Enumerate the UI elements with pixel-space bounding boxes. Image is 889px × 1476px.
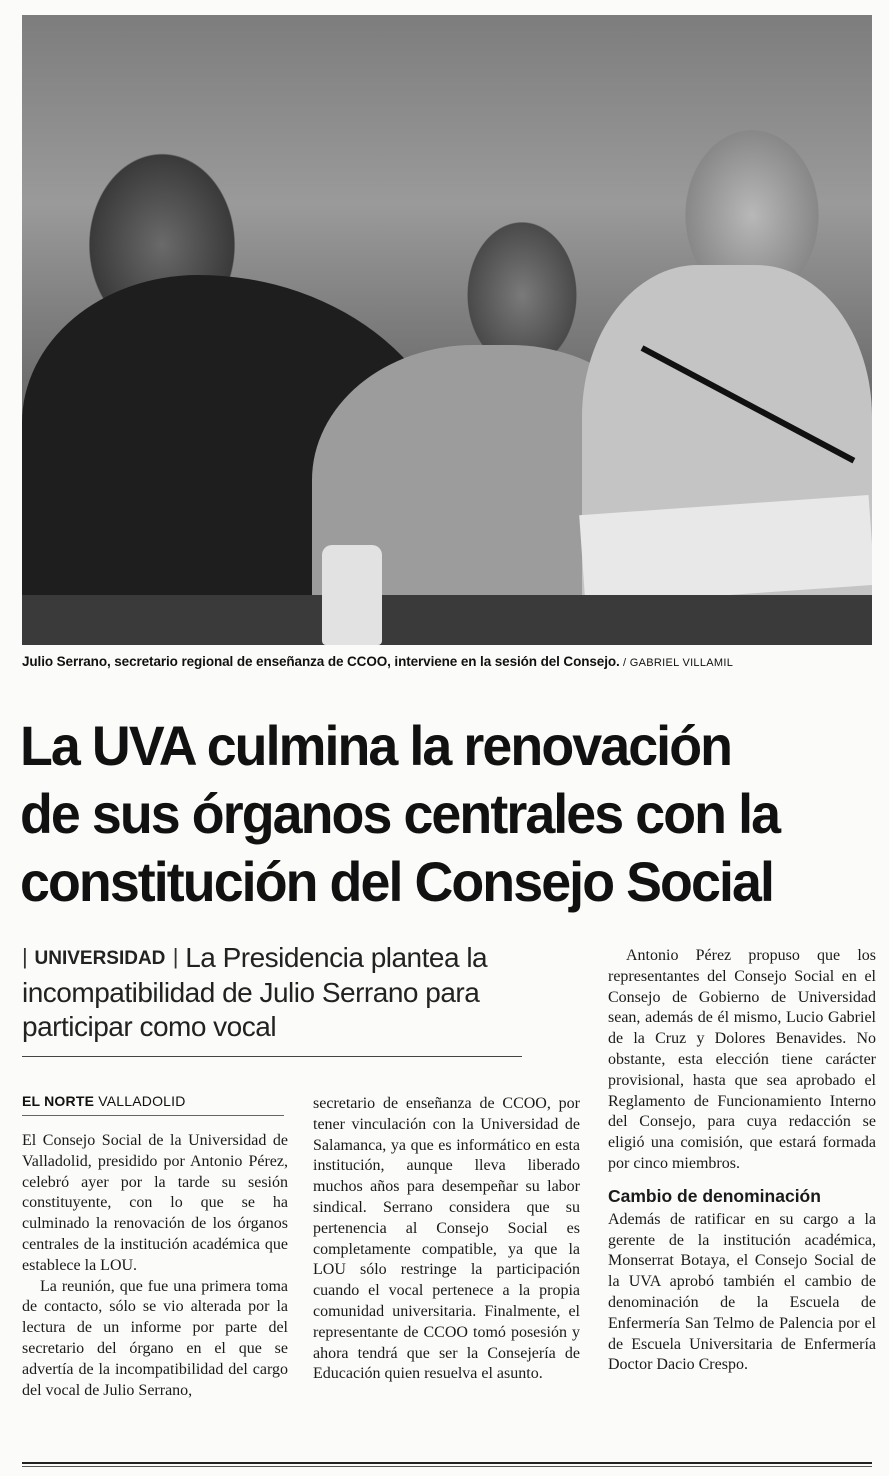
byline-place: VALLADOLID (98, 1093, 186, 1109)
byline-source: EL NORTE (22, 1093, 95, 1109)
section-label: UNIVERSIDAD (34, 948, 166, 969)
divider (22, 1056, 522, 1057)
kicker (22, 940, 532, 1044)
divider (22, 1466, 872, 1467)
paragraph: Antonio Pérez propuso que los representantes del Consejo Social en el Consejo de Gobierno de Universidad sean, además de él mismo, Lucio Gabriel de la Cruz y Dolores Benavides. No obstante, esta elección tiene carácter provisional, hasta que sea aprobado el Reglamento de Funcionamiento Interno del Consejo, para cuya redacción se eligió una comisión, que estará formada por cinco miembros. (608, 947, 876, 1172)
paragraph: La reunión, que fue una primera toma de contacto, sólo se vio alterada por la lectura de un informe por parte del secretario del órgano en el que se advertía de la incompatibilidad del cargo del vocal de Julio Serrano, (22, 1277, 288, 1399)
divider (22, 1462, 872, 1464)
kicker-text: La Presidencia plantea la incompatibilidad de Julio Serrano para participar como vocal (22, 942, 488, 1042)
caption-text: Julio Serrano, secretario regional de enseñanza de CCOO, interviene en la sesión del Consejo. (22, 654, 620, 669)
paragraph: secretario de enseñanza de CCOO, por tener vinculación con la Universidad de Salamanca, ya que es informático en esta institución, aunque lleva liberado muchos años para desempeñar su labor sindical. Serrano considera que su pertenencia al Consejo Social es completamente compatible, ya que la LOU sólo restringe la participación cuando el vocal pertenece a la propia comunidad universitaria. Finalmente, el representante de CCOO tomó posesión y ahora tendrá que ser la Consejería de Educación quien resuelva el asunto. (313, 1095, 580, 1383)
headline (20, 712, 846, 916)
paragraph: Además de ratificar en su cargo a la gerente de la institución académica, Monserrat Botaya, el Consejo Social de la UVA aprobó también el cambio de denominación de la Escuela de Enfermería San Telmo de Palencia por el de Escuela Universitaria de Enfermería Doctor Dacio Crespo. (608, 1210, 876, 1374)
news-photo (22, 15, 872, 645)
photo-credit: / GABRIEL VILLAMIL (619, 657, 734, 669)
table (22, 595, 872, 645)
paragraph: El Consejo Social de la Universidad de Valladolid, presidido por Antonio Pérez, celebró ayer por la tarde su sesión constituyente, con lo que se ha culminado la renovación de los órganos centrales de la institución académica que establece la LOU. (22, 1132, 288, 1274)
photo-caption (22, 654, 872, 669)
divider: | (172, 944, 178, 969)
article-column (608, 946, 876, 1376)
divider: | (22, 944, 28, 969)
headline-line: constitución del Consejo Social (20, 850, 773, 913)
divider (22, 1115, 284, 1116)
byline (22, 1093, 186, 1109)
headline-line: La UVA culmina la renovación (20, 714, 732, 777)
bottle (322, 545, 382, 645)
headline-line: de sus órganos centrales con la (20, 782, 780, 845)
subheading: Cambio de denominación (608, 1185, 821, 1206)
article-column (22, 1131, 288, 1401)
article-column (313, 1094, 580, 1385)
